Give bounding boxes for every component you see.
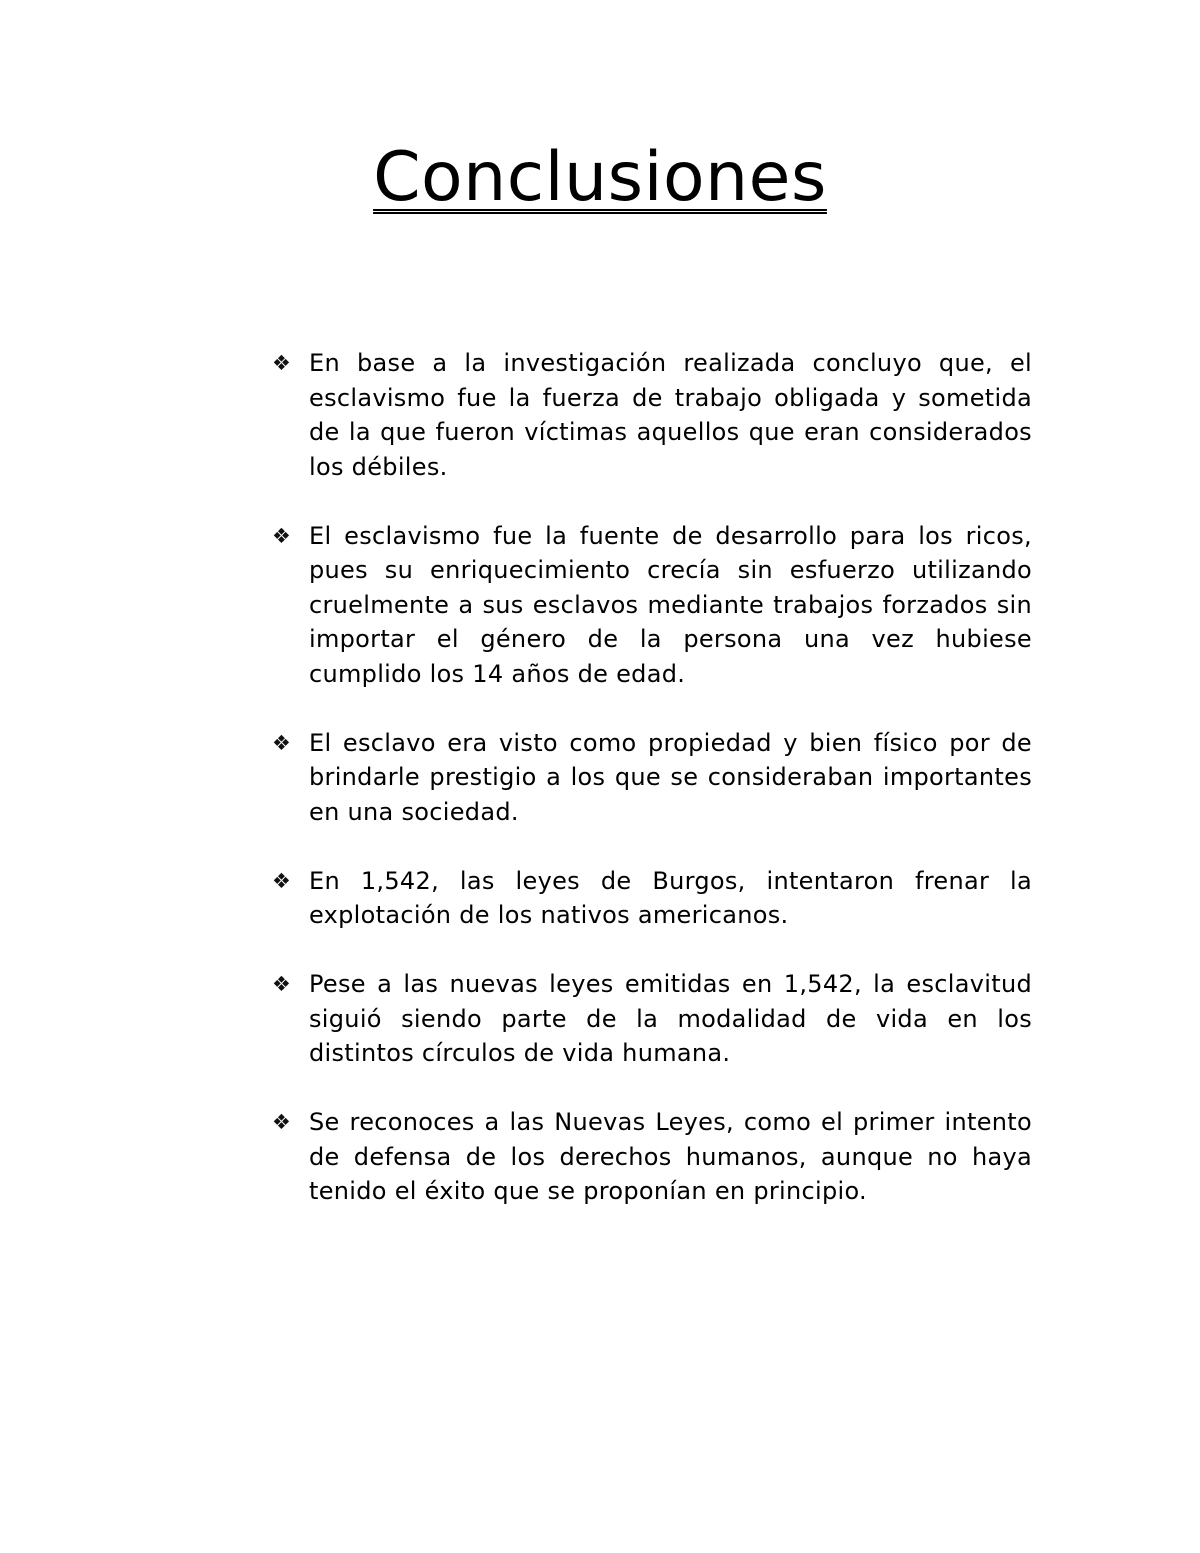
list-item-text: Se reconoces a las Nuevas Leyes, como el primer intento de defensa de los derechos humanos, aunque no haya tenido el éxito que se proponían en principio. xyxy=(309,1108,1032,1205)
list-item-text: En base a la investigación realizada concluyo que, el esclavismo fue la fuerza de trabajo obligada y sometida de la que fueron víctimas aquellos que eran considerados los débiles. xyxy=(309,349,1032,481)
list-item-text: El esclavismo fue la fuente de desarrollo para los ricos, pues su enriquecimiento crecía sin esfuerzo utilizando cruelmente a sus esclavos mediante trabajos forzados sin importar el género de la persona una vez hubiese cumplido los 14 años de edad. xyxy=(309,521,1032,688)
title-container xyxy=(0,138,1200,218)
list-item xyxy=(272,1105,1032,1209)
list-item-text: En 1,542, las leyes de Burgos, intentaron frenar la explotación de los nativos americanos. xyxy=(309,866,1032,929)
list-item-text: El esclavo era visto como propiedad y bien físico por de brindarle prestigio a los que se consideraban importantes en una sociedad. xyxy=(309,728,1032,826)
list-item xyxy=(272,346,1032,484)
conclusions-list xyxy=(272,346,1032,1243)
four-diamond-bullet-icon: ❖ xyxy=(272,730,292,755)
list-item xyxy=(272,864,1032,933)
list-item xyxy=(272,967,1032,1071)
four-diamond-bullet-icon: ❖ xyxy=(272,351,292,375)
four-diamond-bullet-icon: ❖ xyxy=(272,972,292,996)
four-diamond-bullet-icon: ❖ xyxy=(272,1110,292,1134)
list-item-text: Pese a las nuevas leyes emitidas en 1,542, la esclavitud siguió siendo parte de la modalidad de vida en los distintos círculos de vida humana. xyxy=(309,970,1032,1067)
four-diamond-bullet-icon: ❖ xyxy=(272,523,292,548)
list-item xyxy=(272,726,1032,830)
list-item xyxy=(272,519,1032,692)
page-title: Conclusiones xyxy=(373,138,827,217)
four-diamond-bullet-icon: ❖ xyxy=(272,868,292,893)
